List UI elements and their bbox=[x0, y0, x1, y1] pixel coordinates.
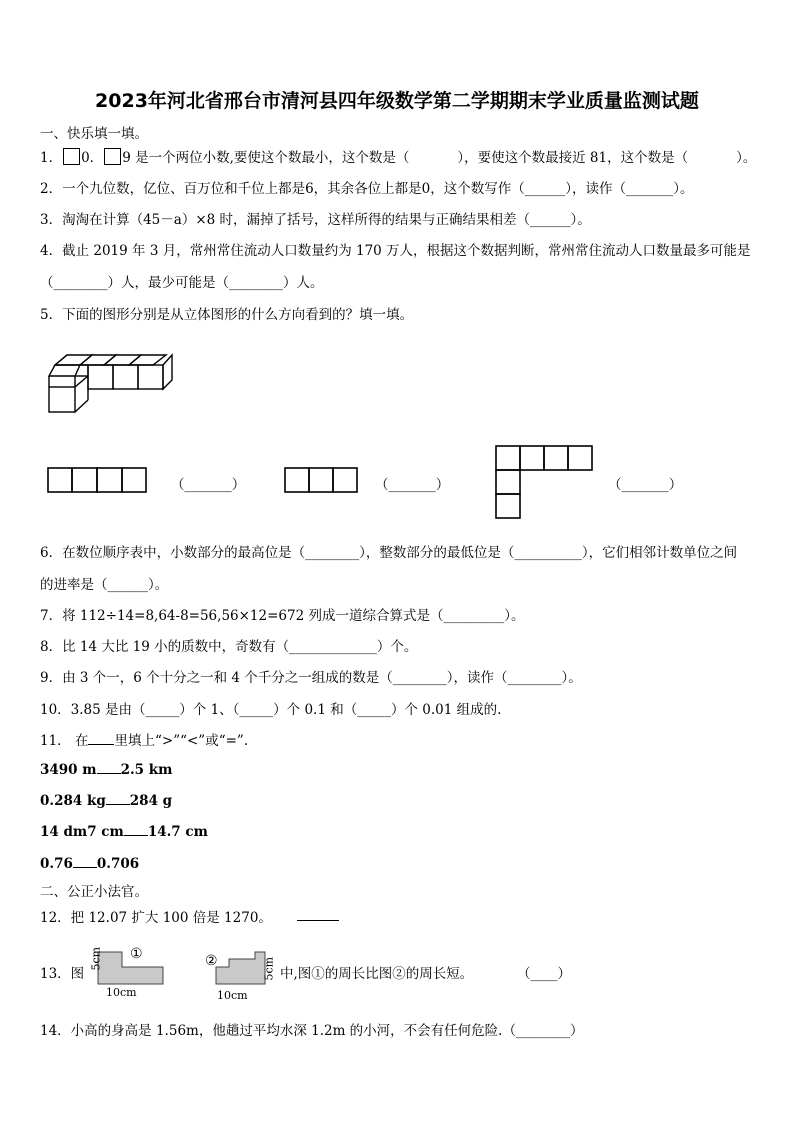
view-2-answer-blank[interactable]: （_______） bbox=[375, 477, 450, 493]
view-1-answer-blank[interactable]: （_______） bbox=[171, 477, 246, 493]
fig2-height-label: 5cm bbox=[262, 956, 276, 981]
q1-number: 1． bbox=[40, 150, 63, 166]
compare-right: 0.706 bbox=[96, 856, 140, 872]
compare-right: 2.5 km bbox=[120, 762, 173, 778]
page-title: 2023年河北省邢台市清河县四年级数学第二学期期末学业质量监测试题 bbox=[95, 90, 699, 112]
question-6-line-2: 的进率是（______）。 bbox=[40, 577, 169, 593]
question-12: 12．把 12.07 扩大 100 倍是 1270。 bbox=[40, 910, 272, 926]
compare-left: 14 dm7 cm bbox=[40, 824, 124, 840]
section-2-heading: 二、公正小法官。 bbox=[40, 884, 148, 900]
section-1-heading: 一、快乐填一填。 bbox=[40, 126, 148, 142]
q11-suffix: 里填上“>”“<”或“=”. bbox=[114, 733, 249, 749]
q1-text-a: 是一个两位小数,要使这个数最小，这个数是（ bbox=[130, 150, 410, 166]
question-4-line-1: 4．截止 2019 年 3 月，常州常住流动人口数量约为 170 万人，根据这个数据判断，常州常住流动人口数量最多可能是 bbox=[40, 243, 751, 259]
question-3: 3．淘淘在计算（45－a）×8 时，漏掉了括号，这样所得的结果与正确结果相差（______）。 bbox=[40, 212, 591, 228]
fig2-number: ② bbox=[205, 953, 218, 969]
compare-right: 284 g bbox=[129, 793, 173, 809]
compare-left: 0.76 bbox=[40, 856, 73, 872]
question-6-line-1: 6．在数位顺序表中，小数部分的最高位是（________），整数部分的最低位是（__________），它们相邻计数单位之间 bbox=[40, 545, 738, 561]
compare-left: 0.284 kg bbox=[40, 793, 106, 809]
question-7: 7．将 112÷14=8,64-8=56,56×12=672 列成一道综合算式是（_________）。 bbox=[40, 608, 525, 624]
q1-text-c: ）。 bbox=[736, 150, 757, 166]
question-14: 14．小高的身高是 1.56m，他趟过平均水深 1.2m 的小河，不会有任何危险.（________） bbox=[40, 1023, 584, 1039]
compare-left: 3490 m bbox=[40, 762, 97, 778]
question-5: 5．下面的图形分别是从立体图形的什么方向看到的？填一填。 bbox=[40, 307, 414, 323]
q1-digit-2: 9 bbox=[122, 150, 131, 166]
q13-suffix: 中,图①的周长比图②的周长短。 bbox=[280, 966, 474, 982]
q1-text-b: ），要使这个数最接近 81，这个数是（ bbox=[457, 150, 689, 166]
question-8: 8．比 14 大比 19 小的质数中，奇数有（_____________）个。 bbox=[40, 639, 418, 655]
q13-prefix: 13．图 bbox=[40, 966, 85, 982]
question-10: 10．3.85 是由（_____）个 1、（_____）个 0.1 和（_____）个 0.01 组成的. bbox=[40, 702, 502, 718]
fig1-width-label: 10cm bbox=[106, 986, 137, 999]
fig1-height-label: 5cm bbox=[89, 946, 103, 971]
q1-digit-1: 0． bbox=[81, 150, 104, 166]
question-9: 9．由 3 个一，6 个十分之一和 4 个千分之一组成的数是（________），读作（________）。 bbox=[40, 670, 582, 686]
compare-right: 14.7 cm bbox=[147, 824, 208, 840]
q11-prefix: 11． 在 bbox=[40, 733, 89, 749]
view-3-answer-blank[interactable]: （_______） bbox=[608, 477, 683, 493]
fig2-width-label: 10cm bbox=[217, 989, 248, 1002]
question-2: 2．一个九位数，亿位、百万位和千位上都是6，其余各位上都是0，这个数写作（______），读作（_______）。 bbox=[40, 181, 694, 197]
q13-answer-blank[interactable]: （____） bbox=[517, 966, 571, 982]
question-4-line-2: （________）人，最少可能是（________）人。 bbox=[40, 275, 324, 291]
fig1-number: ① bbox=[130, 946, 143, 962]
